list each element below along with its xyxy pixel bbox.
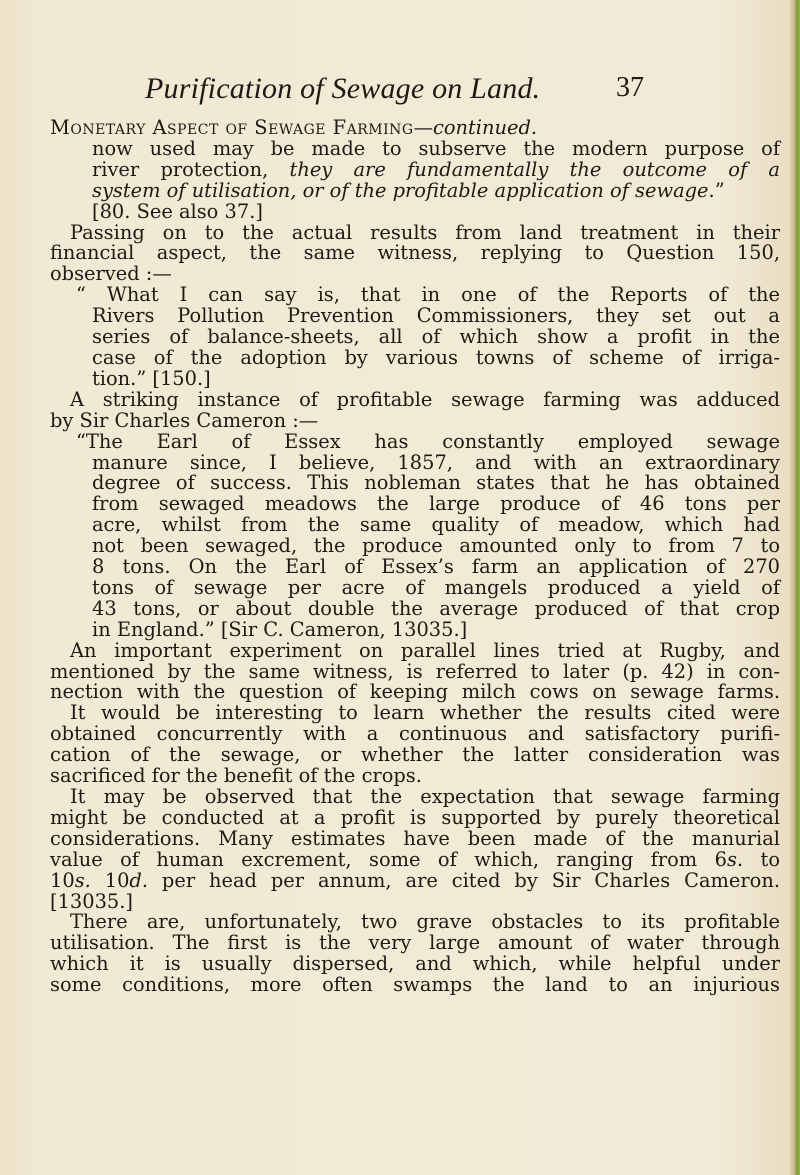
text-segment: might be conducted at a profit is supported by purely theoretical <box>50 805 780 829</box>
text-segment: 43 tons, or about double the average produced of that crop <box>92 596 780 620</box>
text-segment: sacrificed for the benefit of the crops. <box>50 764 422 788</box>
text-segment: they are fundamentally the outcome of a <box>289 157 780 181</box>
text-segment: case of the adoption by various towns of scheme of irriga- <box>92 345 780 369</box>
text-segment: [13035.] <box>50 889 133 913</box>
text-line <box>50 366 780 390</box>
text-segment: It may be observed that the expectation that sewage farming <box>70 785 780 808</box>
text-segment: in England.” [Sir C. Cameron, 13035.] <box>92 617 468 641</box>
page-edge <box>790 0 800 1175</box>
text-line <box>50 703 780 724</box>
text-line <box>50 596 780 620</box>
text-line <box>50 659 780 683</box>
text-segment: s. <box>74 868 91 892</box>
text-segment: from sewaged meadows the large produce of 46 tons per <box>92 492 780 516</box>
text-segment: It would be interesting to learn whether the results cited were <box>70 701 780 725</box>
text-segment: by Sir Charles Cameron :— <box>50 408 319 432</box>
text-segment: d. <box>129 868 148 892</box>
text-segment: degree of success. This nobleman states that he has obtained <box>92 471 780 495</box>
text-line <box>50 826 780 850</box>
text-line <box>50 327 780 348</box>
text-segment: continued. <box>432 116 538 139</box>
text-line <box>50 638 780 662</box>
text-segment: tons of sewage per acre of mangels produced a yield of <box>92 575 780 599</box>
text-line <box>50 745 780 766</box>
text-line <box>50 766 780 787</box>
text-line <box>50 178 780 202</box>
text-segment: An important experiment on parallel lines tried at Rugby, and <box>70 638 780 662</box>
text-segment: tion.” [150.] <box>92 366 211 390</box>
text-segment: Passing on to the actual results from land treatment in their <box>70 220 780 244</box>
text-segment: mentioned by the same witness, is referred to later (p. 42) in con- <box>50 659 780 683</box>
text-segment: A striking instance of profitable sewage farming was adduced <box>70 387 780 411</box>
text-segment: considerations. Many estimates have been made of the manurial <box>50 826 780 850</box>
text-line <box>50 536 780 557</box>
text-line <box>50 682 780 703</box>
text-line <box>50 136 780 160</box>
text-line <box>50 787 780 808</box>
text-line <box>50 954 780 975</box>
text-segment: “ What I can say is, that in one of the Reports of the <box>76 283 780 307</box>
text-line <box>50 118 780 139</box>
text-segment: financial aspect, the same witness, replying to Question 150, <box>50 241 780 265</box>
text-segment: Monetary Aspect of Sewage Farming <box>50 116 414 139</box>
text-segment: to <box>743 847 780 871</box>
text-line <box>50 345 780 369</box>
text-line <box>50 285 780 306</box>
text-line <box>50 617 780 641</box>
text-segment: system of utilisation, or of the profitable application of sewage. <box>92 178 715 202</box>
text-line <box>50 306 780 327</box>
text-segment: observed :— <box>50 262 172 286</box>
text-segment: value of human excrement, some of which, ranging from 6 <box>50 847 727 871</box>
text-segment: some conditions, more often swamps the land to an injurious <box>50 973 780 997</box>
text-segment: now used may be made to subserve the modern purpose of <box>92 136 780 160</box>
text-line <box>50 868 780 892</box>
text-segment: s. <box>726 847 744 871</box>
text-line <box>50 408 780 432</box>
text-segment: acre, whilst from the same quality of meadow, which had <box>92 513 780 537</box>
text-segment: utilisation. The first is the very large amount of water through <box>50 931 780 955</box>
text-line <box>50 264 780 285</box>
text-line <box>50 847 780 871</box>
text-line <box>50 450 780 474</box>
text-line <box>50 157 780 181</box>
text-segment: which it is usually dispersed, and which, while helpful under <box>50 952 780 976</box>
text-segment: river protection, <box>92 157 290 181</box>
text-line <box>50 912 780 933</box>
text-segment: 10 <box>90 868 130 892</box>
text-line <box>50 724 780 745</box>
text-line <box>50 387 780 411</box>
body-text <box>50 118 780 996</box>
text-line <box>50 243 780 264</box>
text-segment: manure since, I believe, 1857, and with an extraordinary <box>92 450 780 474</box>
text-line <box>50 975 780 996</box>
text-line <box>50 805 780 829</box>
text-segment: per head per annum, are cited by Sir Charles Cameron. <box>148 868 780 892</box>
text-line <box>50 515 780 536</box>
text-segment: — <box>413 116 433 139</box>
text-segment: “The Earl of Essex has constantly employed sewage <box>76 429 780 453</box>
text-line <box>50 557 780 578</box>
text-segment: ” <box>714 178 725 202</box>
text-line <box>50 494 780 515</box>
text-line <box>50 473 780 494</box>
text-segment: obtained concurrently with a continuous and satisfactory purifi- <box>50 722 780 746</box>
text-line <box>50 889 780 913</box>
text-segment: There are, unfortunately, two grave obstacles to its profitable <box>70 910 780 934</box>
text-line <box>50 199 780 223</box>
text-line <box>50 220 780 244</box>
text-segment: series of balance-sheets, all of which show a profit in the <box>92 325 780 349</box>
text-segment: not been sewaged, the produce amounted only to from 7 to <box>92 534 780 558</box>
text-segment: [80. See also 37.] <box>92 199 263 223</box>
text-segment: cation of the sewage, or whether the latter consideration was <box>50 743 780 767</box>
running-header: Purification of Sewage on Land. <box>145 72 541 105</box>
text-segment: nection with the question of keeping milch cows on sewage farms. <box>50 680 780 704</box>
page-number: 37 <box>616 72 644 103</box>
text-line <box>50 933 780 954</box>
text-segment: 8 tons. On the Earl of Essex’s farm an application of 270 <box>92 555 780 579</box>
text-segment: 10 <box>50 868 75 892</box>
text-line <box>50 575 780 599</box>
text-segment: Rivers Pollution Prevention Commissioners, they set out a <box>92 304 780 328</box>
text-line <box>50 429 780 453</box>
